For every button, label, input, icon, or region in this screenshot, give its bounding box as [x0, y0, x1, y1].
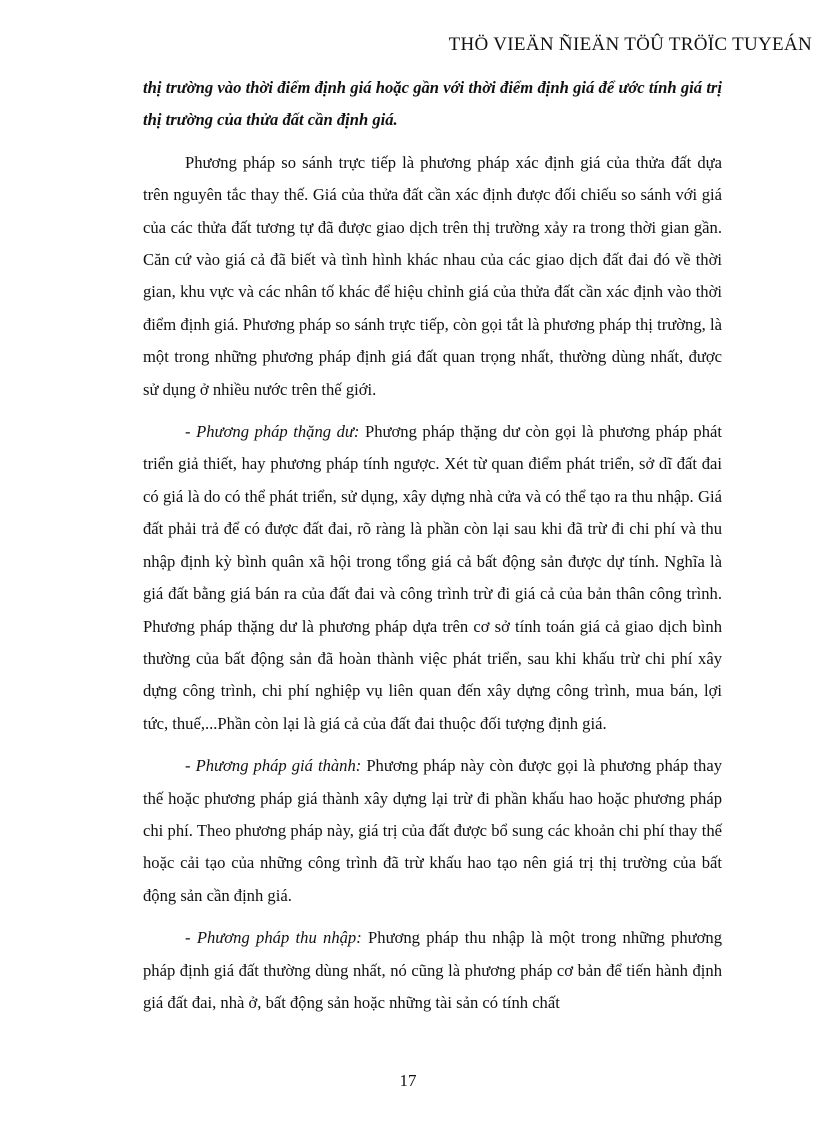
list-dash: -	[185, 928, 197, 948]
page-number: 17	[399, 1071, 417, 1090]
paragraph-text: Phương pháp thu nhập là một trong những phương pháp định giá đất thường dùng nhất, nó cũng là phương pháp cơ bản để tiến hành định giá đất đai, nhà ở, bất động sản hoặc những tài sản có tính chất	[143, 928, 722, 1012]
list-dash: -	[185, 422, 197, 442]
page-body	[143, 72, 722, 1029]
list-dash: -	[185, 756, 196, 776]
method-term: Phương pháp thặng dư:	[196, 422, 360, 442]
paragraph-income-method	[143, 922, 722, 1019]
paragraph-residual-method	[143, 416, 722, 740]
method-term: Phương pháp thu nhập:	[196, 928, 362, 948]
paragraph-direct-comparison: Phương pháp so sánh trực tiếp là phương pháp xác định giá của thửa đất dựa trên nguyên tắc thay thế. Giá của thửa đất cần xác định được đối chiếu so sánh với giá của các thửa đất tương tự đã được giao dịch trên thị trường xảy ra trong thời gian gần. Căn cứ vào giá cả đã biết và tình hình khác nhau của các giao dịch đất đai đó về thời gian, khu vực và các nhân tố khác để hiệu chỉnh giá của thửa đất cần xác định vào thời điểm định giá. Phương pháp so sánh trực tiếp, còn gọi tắt là phương pháp thị trường, là một trong những phương pháp định giá đất quan trọng nhất, thường dùng nhất, được sử dụng ở nhiều nước trên thế giới.	[143, 152, 722, 399]
paragraph-text: Phương pháp thặng dư còn gọi là phương pháp phát triển giả thiết, hay phương pháp tính ngược. Xét từ quan điểm phát triển, sở dĩ đất đai có giá là do có thể phát triển, sử dụng, xây dựng nhà cửa và có thể tạo ra thu nhập. Giá đất phải trả để có được đất đai, rõ ràng là phần còn lại sau khi đã trừ đi chi phí và thu nhập định kỳ bình quân xã hội trong tổng giá cả bất động sản được dự tính. Nghĩa là giá đất bằng giá bán ra của đất đai và công trình trừ đi giá cả của bản thân công trình. Phương pháp thặng dư là phương pháp dựa trên cơ sở tính toán giá cả giao dịch bình thường của bất động sản đã hoàn thành việc phát triển, sau khi khấu trừ chi phí xây dựng công trình, chi phí nghiệp vụ liên quan đến xây dựng công trình, mua bán, lợi tức, thuế,...Phần còn lại là giá cả của đất đai thuộc đối tượng định giá.	[143, 422, 722, 733]
lead-paragraph: thị trường vào thời điểm định giá hoặc gần với thời điểm định giá để ước tính giá trị thị trường của thửa đất cần định giá.	[143, 78, 722, 130]
paragraph-text: Phương pháp này còn được gọi là phương pháp thay thế hoặc phương pháp giá thành xây dựng lại trừ đi phần khấu hao hoặc phương pháp chi phí. Theo phương pháp này, giá trị của đất được bổ sung các khoản chi phí thay thế hoặc cải tạo của những công trình đã trừ khấu hao tạo nên giá trị thị trường của bất động sản cần định giá.	[143, 756, 723, 905]
paragraph-cost-method	[143, 750, 722, 912]
running-header: THÖ VIEÄN ÑIEÄN TÖÛ TRÖÏC TUYEÁN	[448, 34, 812, 55]
method-term: Phương pháp giá thành:	[195, 756, 362, 776]
